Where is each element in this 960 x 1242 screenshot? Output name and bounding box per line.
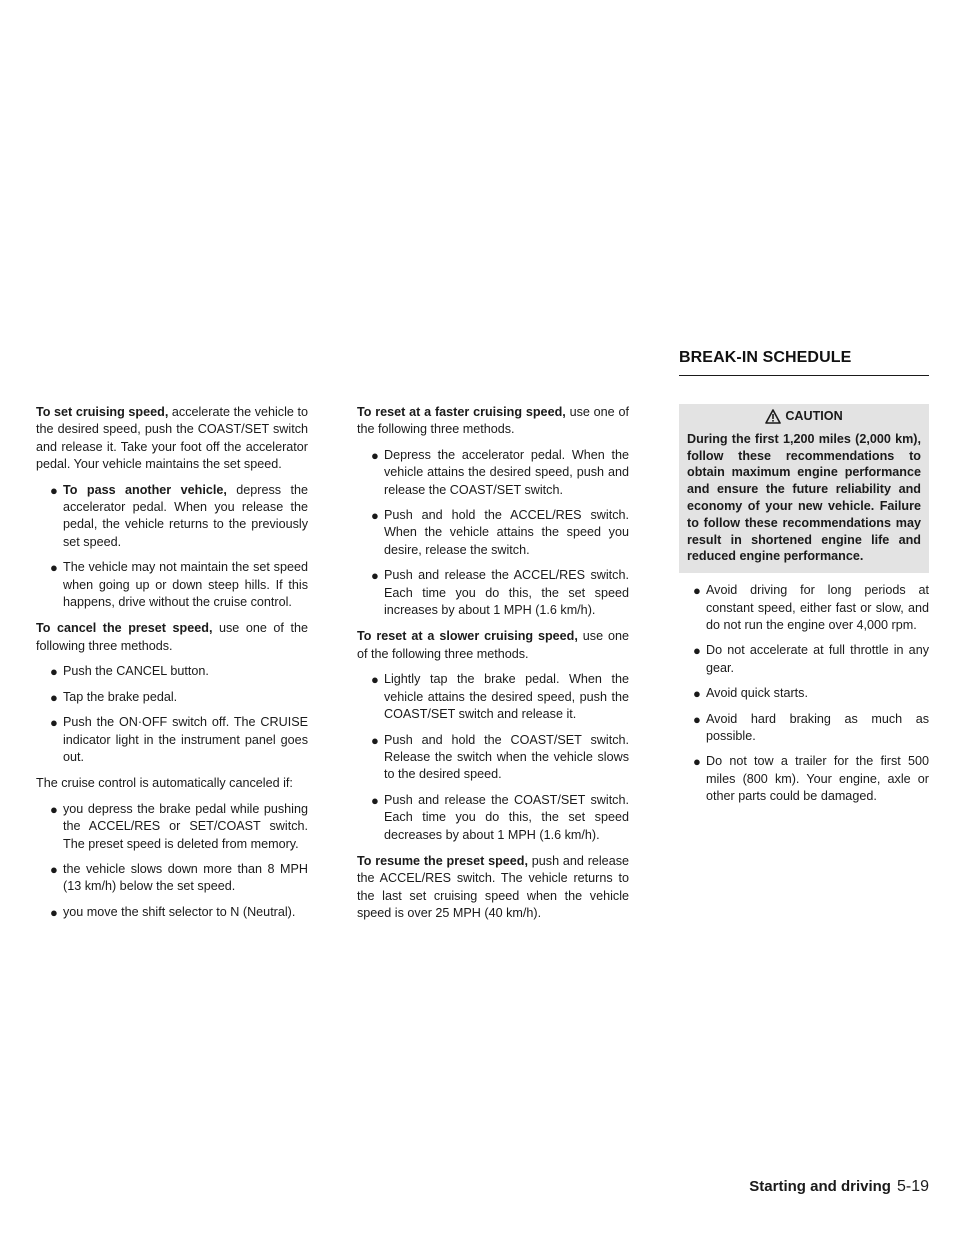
bullet-icon: ● — [693, 686, 701, 702]
auto-cancel-list — [36, 801, 308, 921]
list-item: ● Do not accelerate at full throttle in any gear. — [693, 643, 929, 675]
list-item: ● Push the CANCEL button. — [50, 664, 209, 680]
bullet-icon: ● — [693, 583, 701, 599]
list-item: ● Avoid hard braking as much as possible. — [693, 711, 929, 744]
bullet-icon: ● — [371, 447, 379, 463]
faster-methods-list — [357, 447, 629, 620]
list-item: ● Push the ON·OFF switch off. The CRUISE indicator light in the instrument panel goes out. — [50, 715, 308, 764]
list-item: ● Push and release the COAST/SET switch. Each time you do this, the set speed decreases by about 1 MPH (1.6 km/h). — [371, 792, 629, 842]
list-item: ● Tap the brake pedal. — [50, 689, 178, 705]
cancel-methods-list — [36, 663, 308, 766]
slower-methods-list — [357, 671, 629, 844]
bullet-icon: ● — [371, 672, 379, 688]
warning-icon — [765, 409, 781, 424]
list-item: ● Push and release the ACCEL/RES switch. Each time you do this, the set speed increases by about 1 MPH (1.6 km/h). — [371, 568, 629, 618]
set-speed-notes — [36, 482, 308, 612]
bullet-icon: ● — [50, 801, 58, 817]
list-item: ● Push and hold the COAST/SET switch. Release the switch when the vehicle slows to the desired speed. — [371, 732, 629, 782]
bullet-icon: ● — [50, 689, 58, 705]
bullet-icon: ● — [50, 664, 58, 680]
list-item: ● Avoid quick starts. — [693, 686, 808, 702]
caution-header — [687, 408, 921, 425]
list-item: ● you move the shift selector to N (Neutral). — [50, 904, 296, 920]
bullet-icon: ● — [371, 732, 379, 748]
list-item: ● The vehicle may not maintain the set speed when going up or down steep hills. If this happens, drive without the cruise control. — [50, 560, 308, 610]
footer-section-name: Starting and driving — [749, 1178, 891, 1195]
section-title: BREAK-IN SCHEDULE — [679, 349, 929, 376]
bullet-icon: ● — [50, 861, 58, 877]
bullet-icon: ● — [50, 560, 58, 576]
bullet-icon: ● — [693, 643, 701, 659]
list-item: ● Lightly tap the brake pedal. When the vehicle attains the desired speed, push the COAST/SET switch and release it. — [371, 672, 629, 722]
column-cruise-reset — [357, 404, 629, 931]
bullet-icon: ● — [50, 904, 58, 920]
bullet-icon: ● — [693, 711, 701, 727]
list-item: ● Depress the accelerator pedal. When the vehicle attains the desired speed, push and release the COAST/SET switch. — [371, 447, 629, 497]
list-item: ● the vehicle slows down more than 8 MPH (13 km/h) below the set speed. — [50, 861, 308, 894]
column-cruise-set-cancel — [36, 404, 308, 930]
paragraph-set-speed: To set cruising speed, accelerate the vehicle to the desired speed, push the COAST/SET switch and release it. Take your foot off the accelerator pedal. Your vehicle maintains the set speed. — [36, 405, 308, 472]
list-item: ● Do not tow a trailer for the first 500 miles (800 km). Your engine, axle or other parts could be damaged. — [693, 754, 929, 804]
bullet-icon: ● — [50, 715, 58, 731]
paragraph-auto-cancel: The cruise control is automatically canceled if: — [36, 776, 293, 791]
list-item: ● To pass another vehicle, depress the accelerator pedal. When you release the pedal, the vehicle returns to the previously set speed. — [50, 482, 308, 549]
bullet-icon: ● — [371, 792, 379, 808]
column-break-in — [679, 404, 929, 815]
list-item: ● Avoid driving for long periods at constant speed, either fast or slow, and do not run the engine over 4,000 rpm. — [693, 583, 929, 632]
bullet-icon: ● — [50, 482, 58, 498]
page-footer — [714, 1178, 929, 1196]
paragraph-faster-speed: To reset at a faster cruising speed, use one of the following three methods. — [357, 405, 629, 437]
paragraph-cancel-speed: To cancel the preset speed, use one of the following three methods. — [36, 621, 308, 653]
paragraph-slower-speed: To reset at a slower cruising speed, use one of the following three methods. — [357, 629, 629, 661]
caution-text: During the first 1,200 miles (2,000 km), follow these recommendations to obtain maximum engine performance and ensure the future reliability and economy of your new vehicle. Failure to follow these recommendations may result in shortened engine life and reduced engine performance. — [687, 431, 921, 564]
list-item: ● you depress the brake pedal while pushing the ACCEL/RES or SET/COAST switch. The preset speed is deleted from memory. — [50, 801, 308, 851]
bullet-icon: ● — [371, 568, 379, 584]
list-item: ● Push and hold the ACCEL/RES switch. When the vehicle attains the speed you desire, release the switch. — [371, 508, 629, 557]
bullet-icon: ● — [371, 508, 379, 524]
caution-box — [679, 404, 929, 573]
page-number: 5-19 — [896, 1178, 929, 1195]
paragraph-resume-speed: To resume the preset speed, push and release the ACCEL/RES switch. The vehicle returns to the last set cruising speed when the vehicle speed is over 25 MPH (40 km/h). — [357, 853, 629, 921]
break-in-list — [679, 582, 929, 805]
bullet-icon: ● — [693, 754, 701, 770]
caution-title: CAUTION — [785, 409, 843, 423]
